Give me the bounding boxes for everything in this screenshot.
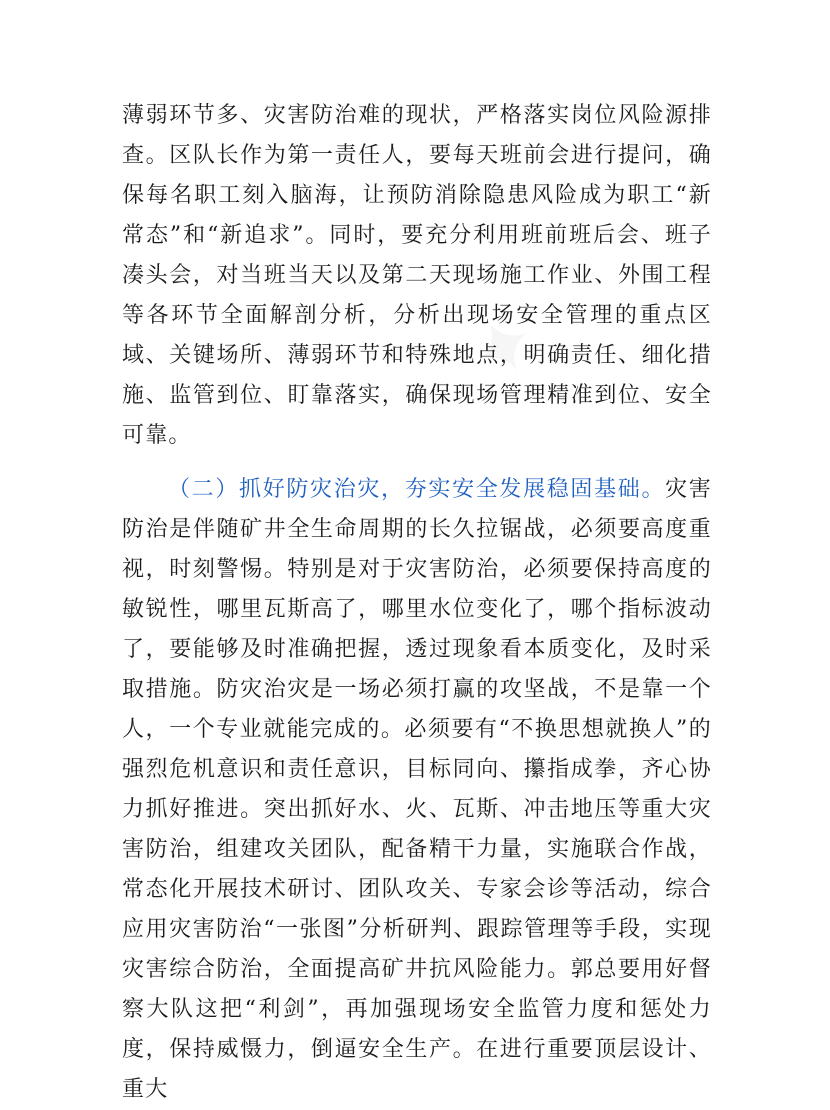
section-2-paragraph: [122, 470, 712, 1110]
paragraph-continuation: 薄弱环节多、灾害防治难的现状，严格落实岗位风险源排查。区队长作为第一责任人，要每天班前会进行提问，确保每名职工刻入脑海，让预防消除隐患风险成为职工“新常态”和“新追求”。同时，要充分利用班前班后会、班子凑头会，对当班当天以及第二天现场施工作业、外围工程等各环节全面解剖分析，分析出现场安全管理的重点区域、关键场所、薄弱环节和特殊地点，明确责任、细化措施、监管到位、盯靠落实，确保现场管理精准到位、安全可靠。: [122, 103, 712, 448]
section-2-body: 灾害防治是伴随矿井全生命周期的长久拉锯战，必须要高度重视，时刻警惕。特别是对于灾害防治，必须要保持高度的敏锐性，哪里瓦斯高了，哪里水位变化了，哪个指标波动了，要能够及时准确把握，透过现象看本质变化，及时采取措施。防灾治灾是一场必须打赢的攻坚战，不是靠一个人，一个专业就能完成的。必须要有“不换思想就换人”的强烈危机意识和责任意识，目标同向、攥指成拳，齐心协力抓好推进。突出抓好水、火、瓦斯、冲击地压等重大灾害防治，组建攻关团队，配备精干力量，实施联合作战，常态化开展技术研讨、团队攻关、专家会诊等活动，综合应用灾害防治“一张图”分析研判、跟踪管理等手段，实现灾害综合防治，全面提高矿井抗风险能力。郭总要用好督察大队这把“利剑”，再加强现场安全监管力度和惩处力度，保持威慑力，倒逼安全生产。在进行重要顶层设计、重大: [122, 477, 712, 1102]
section-2-heading: （二）抓好防灾治灾，夯实安全发展稳固基础。: [168, 477, 666, 502]
document-body: [122, 96, 712, 1110]
